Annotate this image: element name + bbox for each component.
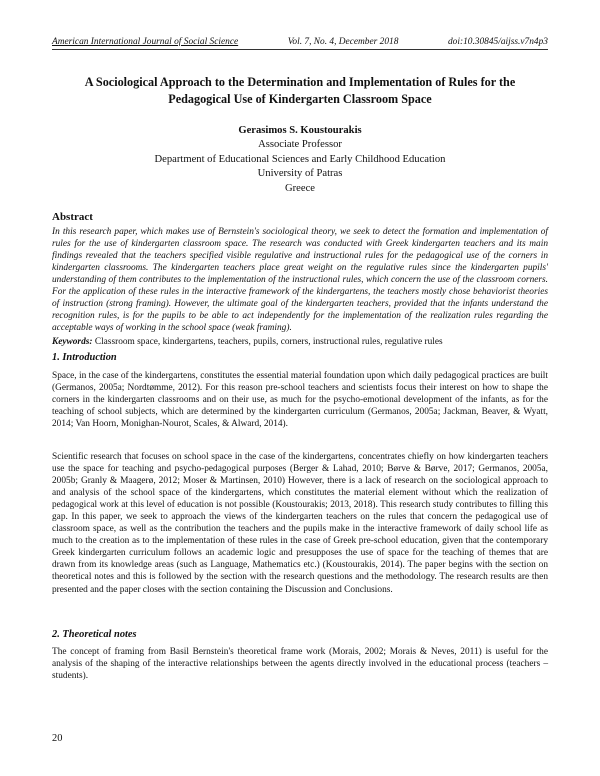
abstract-heading: Abstract <box>52 211 93 223</box>
journal-name: American International Journal of Social Science <box>52 37 239 47</box>
author-name: Gerasimos S. Koustourakis <box>238 125 362 136</box>
author-department: Department of Educational Sciences and Early Childhood Education <box>154 153 446 165</box>
paper-title <box>52 74 548 108</box>
section-heading-theoretical-notes: 2. Theoretical notes <box>52 629 137 640</box>
keywords <box>52 337 548 347</box>
title-line-2: Pedagogical Use of Kindergarten Classroom Space <box>168 92 432 106</box>
running-header <box>52 37 548 47</box>
volume-info: Vol. 7, No. 4, December 2018 <box>287 37 399 47</box>
intro-paragraph-2: Scientific research that focuses on school space in the case of the kindergartens, concentrates chiefly on how kindergarten teachers use the space for teaching and psycho-pedagogical purposes (Berger & Lahad, 2010; Børve & Børve, 2017; Germanos, 2005a, 2005b; Granly & Maagerø, 2012; Moser & Martinsen, 2010) However, there is a lack of research on the sociological approach to and analysis of the school space of the kindergartens, which constitutes the material element without which the realization of pedagogical work at this level of education is not possible (Koustourakis; 2013, 2018). This research study contributes to filling this gap. In this paper, we seek to approach the views of the kindergarten teachers on the rules that concern the pedagogical use of classroom space, as well as the contribution the teachers and the pupils make in the interactive framework of daily school life as much to the creation as to the implementation of these rules in the case of Greek pre-school education, given that the contemporary Greek kindergarten curriculum follows an academic logic and presupposes the use of space for the teaching of themes that are drawn from its knowledge areas (such as Language, Mathematics etc.) (Koustourakis, 2014). The paper begins with the section on theoretical notes and this is followed by the section with the research questions and the methodology. The research results are then presented and the paper closes with the section containing the Discussion and Conclusions. <box>52 452 548 595</box>
header-divider <box>52 49 548 50</box>
theory-paragraph-1: The concept of framing from Basil Bernstein's theoretical frame work (Morais, 2002; Morais & Neves, 2011) is useful for the analysis of the shaping of the interactive relationships between the agents directly involved in the educational process (teachers – students). <box>52 647 548 682</box>
abstract-text: In this research paper, which makes use of Bernstein's sociological theory, we seek to detect the formation and implementation of rules for the use of kindergarten classroom space. The research was conducted with Greek kindergarten teachers and its main findings revealed that the teachers specified visible regulative and instructional rules for the pedagogical use of the corners in kindergarten classrooms. The kindergarten teachers place great weight on the regulative rules since the kindergarten pupils' understanding of them contributes to the implementation of the instructional rules, which concern the use of the classroom corners. For the application of these rules in the interactive framework of the kindergartens, the teachers mostly chose behaviorist theories of instruction (strong framing). However, the ultimate goal of the kindergarten teachers, provided that the infants understand the recognition rules, is for the pupils to be able to act independently for the implementation of the realization rules regarding the acceptable ways of working in the school space (weak framing). <box>52 227 548 334</box>
author-block <box>52 124 548 196</box>
author-country: Greece <box>285 182 315 194</box>
section-heading-introduction: 1. Introduction <box>52 352 117 363</box>
author-university: University of Patras <box>257 168 343 180</box>
title-line-1: A Sociological Approach to the Determination and Implementation of Rules for the <box>84 75 516 89</box>
keywords-label: Keywords: <box>52 337 93 347</box>
page-number: 20 <box>52 733 63 744</box>
keywords-text: Classroom space, kindergartens, teachers, pupils, corners, instructional rules, regulative rules <box>92 337 443 347</box>
author-position: Associate Professor <box>258 139 342 151</box>
intro-paragraph-1: Space, in the case of the kindergartens, constitutes the essential material foundation upon which daily pedagogical practices are built (Germanos, 2005a; Nordtømme, 2012). For this reason pre-school teachers and scientists focus their interest on how to shape the corners in the kindergarten classrooms and on their use, as much for the psycho-emotional development of the infants, as for the teaching of school subjects, which are determined by the kindergarten curriculum (Germanos, 2005a; Jackman, Beaver, & Wyatt, 2014; Van Hoorn, Monighan-Nourot, Scales, & Alward, 2014). <box>52 371 548 430</box>
doi: doi:10.30845/aijss.v7n4p3 <box>447 37 548 47</box>
